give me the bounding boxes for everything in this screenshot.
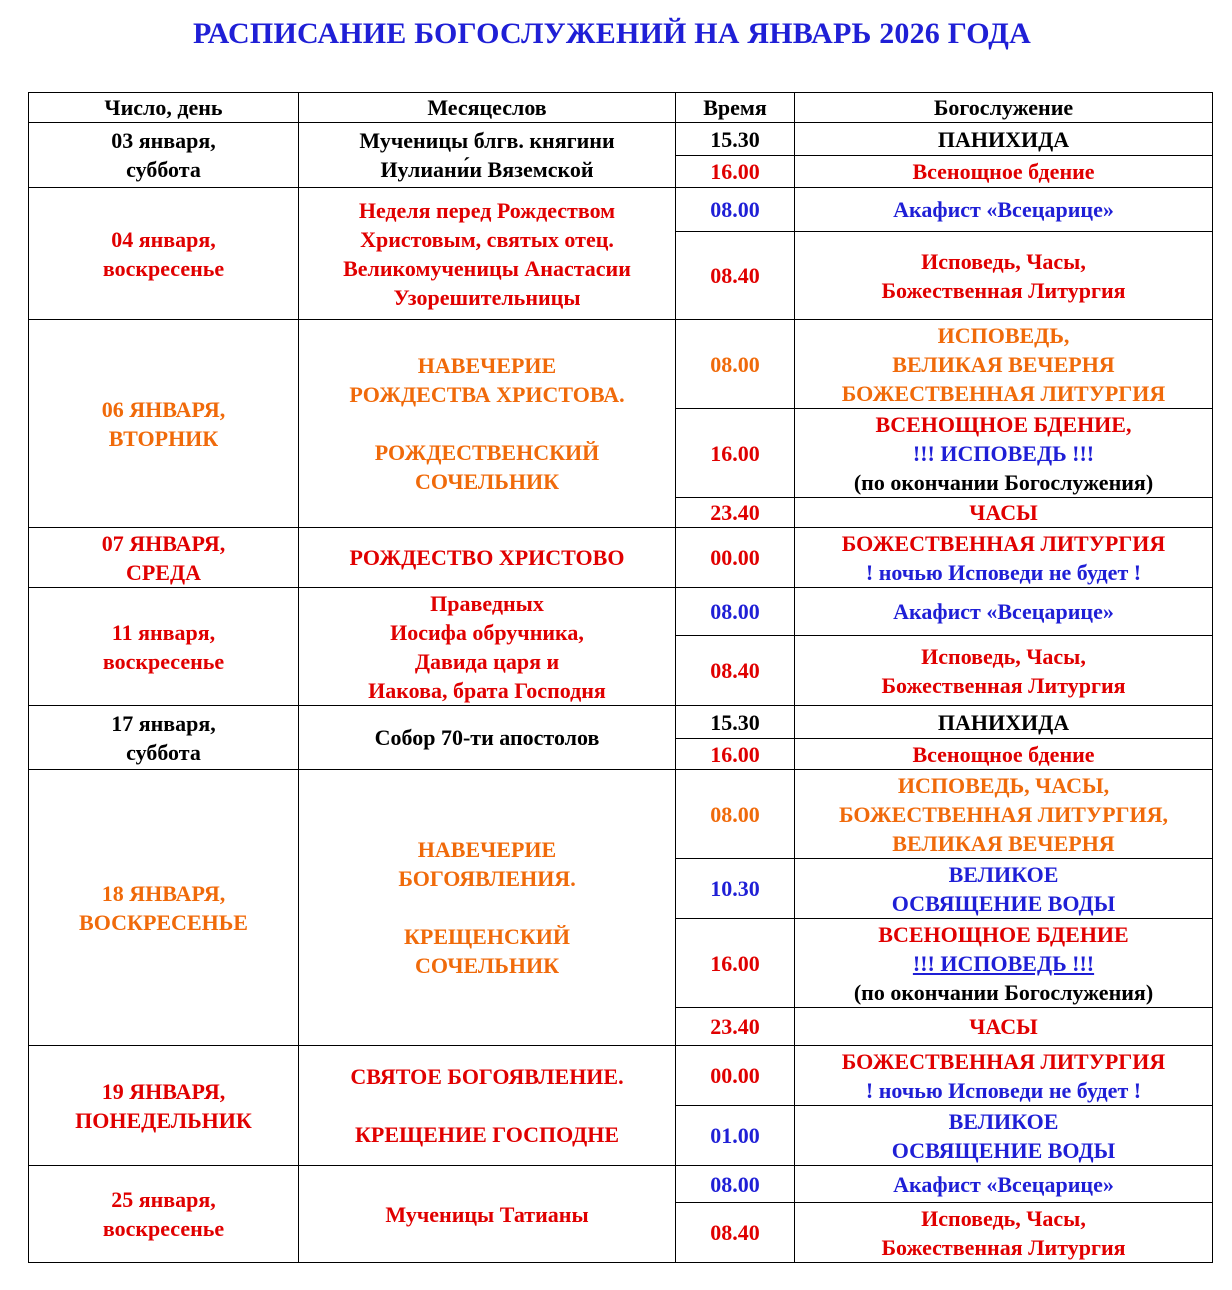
calendar-line: Иосифа обручника, <box>390 619 584 645</box>
table-row <box>29 1166 1213 1203</box>
service-cell <box>795 770 1213 859</box>
service-line: ВЕЛИКОЕ <box>948 1108 1059 1134</box>
calendar-line: КРЕЩЕНСКИЙ <box>403 924 571 949</box>
date-line: 11 января, <box>111 619 216 645</box>
calendar-line: Праведных <box>430 590 544 616</box>
time-cell: 16.00 <box>676 919 795 1008</box>
schedule-table <box>28 92 1213 1263</box>
time-cell: 08.40 <box>676 232 795 320</box>
calendar-cell <box>299 706 676 770</box>
time-cell: 10.30 <box>676 859 795 919</box>
time-cell: 08.00 <box>676 1166 795 1203</box>
calendar-cell <box>299 528 676 588</box>
time-cell: 16.00 <box>676 739 795 770</box>
date-line: воскресенье <box>102 1216 225 1241</box>
service-line: БОЖЕСТВЕННАЯ ЛИТУРГИЯ, <box>838 801 1169 827</box>
service-line: ОСВЯЩЕНИЕ ВОДЫ <box>891 1137 1116 1163</box>
service-cell <box>795 1166 1213 1203</box>
calendar-line: БОГОЯВЛЕНИЯ. <box>398 866 576 891</box>
header-calendar: Месяцеслов <box>299 93 676 123</box>
date-line: ВТОРНИК <box>108 425 219 451</box>
date-cell <box>29 188 299 320</box>
date-line: суббота <box>126 157 201 182</box>
service-line: Акафист «Всецарице» <box>893 599 1114 624</box>
header-row <box>29 93 1213 123</box>
calendar-cell <box>299 320 676 528</box>
service-cell <box>795 123 1213 156</box>
service-line: (по окончании Богослужения) <box>853 979 1154 1005</box>
header-time: Время <box>676 93 795 123</box>
service-line: ВСЕНОЩНОЕ БДЕНИЕ, <box>875 411 1132 437</box>
table-row <box>29 528 1213 588</box>
service-cell <box>795 706 1213 739</box>
date-line: 04 января, <box>111 226 216 252</box>
page-title: РАСПИСАНИЕ БОГОСЛУЖЕНИЙ НА ЯНВАРЬ 2026 ГОДА <box>192 17 1031 50</box>
service-line: БОЖЕСТВЕННАЯ ЛИТУРГИЯ <box>841 1048 1166 1074</box>
calendar-cell <box>299 1046 676 1166</box>
service-line: ИСПОВЕДЬ, <box>937 322 1070 348</box>
date-cell <box>29 770 299 1046</box>
service-line: !!! ИСПОВЕДЬ !!! <box>912 440 1095 466</box>
table-row <box>29 588 1213 636</box>
date-line: 06 ЯНВАРЯ, <box>101 396 226 422</box>
date-cell <box>29 706 299 770</box>
time-cell: 23.40 <box>676 498 795 528</box>
service-line: Божественная Литургия <box>881 277 1126 303</box>
spacer <box>303 893 671 922</box>
table-row <box>29 1046 1213 1106</box>
service-line: !!! ИСПОВЕДЬ !!! <box>912 950 1095 976</box>
date-cell <box>29 1046 299 1166</box>
table-row <box>29 706 1213 739</box>
service-line: (по окончании Богослужения) <box>853 469 1154 495</box>
service-line: ВЕЛИКОЕ <box>948 861 1059 887</box>
service-cell <box>795 739 1213 770</box>
date-line: 17 января, <box>111 710 216 736</box>
date-line: суббота <box>126 739 201 765</box>
calendar-cell <box>299 770 676 1046</box>
time-cell: 08.00 <box>676 588 795 636</box>
time-cell: 08.00 <box>676 770 795 859</box>
time-cell: 16.00 <box>676 156 795 188</box>
calendar-cell <box>299 188 676 320</box>
calendar-line: СОЧЕЛЬНИК <box>414 953 560 978</box>
calendar-line: РОЖДЕСТВО ХРИСТОВО <box>349 545 625 570</box>
time-cell: 16.00 <box>676 409 795 498</box>
time-cell: 00.00 <box>676 528 795 588</box>
calendar-line: КРЕЩЕНИЕ ГОСПОДНЕ <box>354 1122 620 1147</box>
service-cell <box>795 859 1213 919</box>
service-line: ЧАСЫ <box>969 500 1038 525</box>
spacer <box>303 1091 671 1120</box>
service-line: БОЖЕСТВЕННАЯ ЛИТУРГИЯ <box>841 380 1166 406</box>
service-line: ОСВЯЩЕНИЕ ВОДЫ <box>891 890 1116 916</box>
service-cell <box>795 636 1213 706</box>
service-line: Акафист «Всецарице» <box>893 197 1114 222</box>
service-cell <box>795 232 1213 320</box>
date-line: 03 января, <box>111 128 216 153</box>
service-cell <box>795 498 1213 528</box>
header-service: Богослужение <box>795 93 1213 123</box>
date-line: воскресенье <box>102 255 225 281</box>
calendar-cell <box>299 1166 676 1263</box>
service-cell <box>795 320 1213 409</box>
date-cell <box>29 320 299 528</box>
date-cell <box>29 528 299 588</box>
date-cell <box>29 588 299 706</box>
service-line: Акафист «Всецарице» <box>893 1171 1114 1197</box>
calendar-line: Иулиани́и Вяземской <box>380 157 594 182</box>
time-cell: 01.00 <box>676 1106 795 1166</box>
calendar-cell <box>299 123 676 188</box>
calendar-line: Иакова, брата Господня <box>368 677 606 703</box>
date-line: 19 ЯНВАРЯ, <box>101 1078 226 1104</box>
service-line: Божественная Литургия <box>881 1234 1126 1260</box>
date-line: ПОНЕДЕЛЬНИК <box>75 1107 252 1133</box>
service-cell <box>795 1203 1213 1263</box>
table-row <box>29 770 1213 859</box>
service-line: ВЕЛИКАЯ ВЕЧЕРНЯ <box>892 830 1115 856</box>
calendar-line: Великомученицы Анастасии <box>343 255 631 281</box>
time-cell: 08.40 <box>676 636 795 706</box>
date-line: 18 ЯНВАРЯ, <box>101 880 226 906</box>
service-line: ПАНИХИДА <box>937 709 1070 735</box>
calendar-line: Давида царя и <box>414 648 560 674</box>
time-cell: 15.30 <box>676 706 795 739</box>
service-line: Божественная Литургия <box>881 672 1126 698</box>
spacer <box>303 409 671 438</box>
date-cell <box>29 123 299 188</box>
service-line: ИСПОВЕДЬ, ЧАСЫ, <box>897 772 1110 798</box>
date-line: ВОСКРЕСЕНЬЕ <box>79 909 248 935</box>
calendar-line: Неделя перед Рождеством <box>358 197 616 223</box>
calendar-line: НАВЕЧЕРИЕ <box>417 353 557 378</box>
date-line: СРЕДА <box>125 559 202 585</box>
calendar-line: СВЯТОЕ БОГОЯВЛЕНИЕ. <box>350 1064 624 1089</box>
service-cell <box>795 156 1213 188</box>
time-cell: 08.40 <box>676 1203 795 1263</box>
time-cell: 15.30 <box>676 123 795 156</box>
service-line: Исповедь, Часы, <box>921 248 1086 274</box>
calendar-line: Христовым, святых отец. <box>360 226 614 252</box>
date-line: 07 ЯНВАРЯ, <box>101 530 226 556</box>
service-line: БОЖЕСТВЕННАЯ ЛИТУРГИЯ <box>841 530 1166 556</box>
service-line: ПАНИХИДА <box>937 126 1070 152</box>
calendar-line: Мученицы блгв. княгини <box>359 128 615 153</box>
time-cell: 23.40 <box>676 1008 795 1046</box>
date-line: 25 января, <box>111 1187 216 1212</box>
calendar-line: РОЖДЕСТВЕНСКИЙ <box>374 440 600 465</box>
service-line: Всенощное бдение <box>912 159 1095 184</box>
service-line: Всенощное бдение <box>912 741 1095 767</box>
date-cell <box>29 1166 299 1263</box>
calendar-line: РОЖДЕСТВА ХРИСТОВА. <box>349 382 625 407</box>
date-line: воскресенье <box>102 648 225 674</box>
service-cell <box>795 188 1213 232</box>
service-cell <box>795 1106 1213 1166</box>
table-row <box>29 320 1213 409</box>
calendar-line: Мученицы Татианы <box>385 1201 589 1227</box>
service-line: ЧАСЫ <box>969 1014 1038 1039</box>
service-cell <box>795 409 1213 498</box>
service-cell <box>795 919 1213 1008</box>
time-cell: 08.00 <box>676 320 795 409</box>
table-row <box>29 123 1213 156</box>
calendar-cell <box>299 588 676 706</box>
service-line: ВСЕНОЩНОЕ БДЕНИЕ <box>878 921 1129 947</box>
service-line: Исповедь, Часы, <box>921 643 1086 669</box>
service-cell <box>795 1008 1213 1046</box>
service-line: ! ночью Исповеди не будет ! <box>865 559 1142 585</box>
time-cell: 08.00 <box>676 188 795 232</box>
service-cell <box>795 528 1213 588</box>
calendar-line: СОЧЕЛЬНИК <box>414 469 560 494</box>
service-cell <box>795 588 1213 636</box>
service-line: ! ночью Исповеди не будет ! <box>865 1077 1142 1103</box>
service-line: Исповедь, Часы, <box>921 1205 1086 1231</box>
service-line: ВЕЛИКАЯ ВЕЧЕРНЯ <box>892 351 1115 377</box>
calendar-line: Собор 70-ти апостолов <box>374 725 600 750</box>
calendar-line: НАВЕЧЕРИЕ <box>417 837 557 862</box>
header-date: Число, день <box>29 93 299 123</box>
calendar-line: Узорешительницы <box>393 284 581 310</box>
table-row <box>29 188 1213 232</box>
service-cell <box>795 1046 1213 1106</box>
time-cell: 00.00 <box>676 1046 795 1106</box>
